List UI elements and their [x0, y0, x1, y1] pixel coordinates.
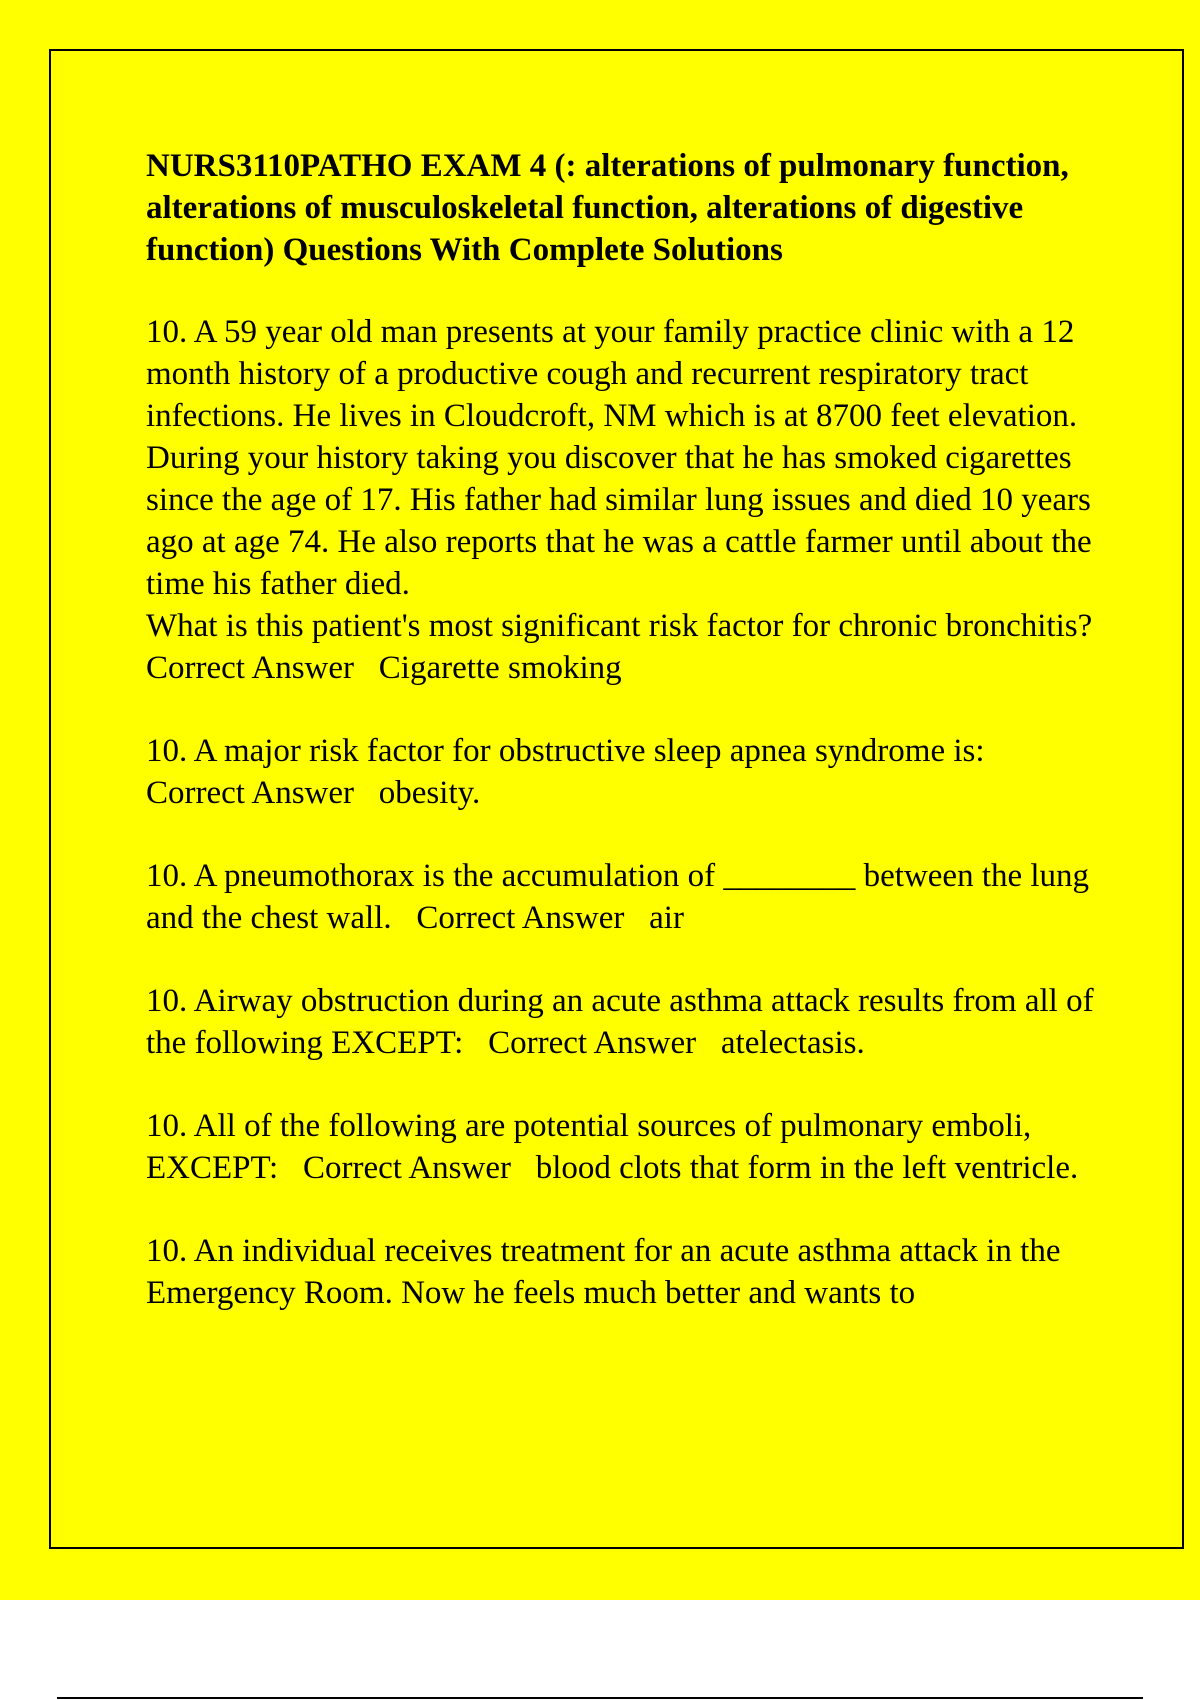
question-text: 10. A pneumothorax is the accumulation of ________ between the lung and the chest wall. [146, 858, 1098, 936]
question-text: 10. Airway obstruction during an acute asthma attack results from all of the following EXCEPT: [146, 983, 1102, 1061]
answer-text: atelectasis. [720, 1025, 865, 1061]
question-text: 10. An individual receives treatment for an acute asthma attack in the Emergency Room. Now he feels much better and wants to [146, 1233, 1069, 1311]
answer-text: Cigarette smoking [378, 650, 622, 686]
question-text: 10. A major risk factor for obstructive sleep apnea syndrome is: [146, 733, 985, 769]
question-text: 10. A 59 year old man presents at your family practice clinic with a 12 month history of a productive cough and recurrent respiratory tract infections. He lives in Cloudcroft, NM which is at 8700 feet elevation. During your history taking you discover that he has smoked cigarettes since the age of 17. His father had similar lung issues and died 10 years ago at age 74. He also reports that he was a cattle farmer until about the time his father died. What is this patient's most significant risk factor for chronic bronchitis? [146, 314, 1093, 644]
qa-item [146, 855, 1096, 939]
document-body [146, 145, 1102, 1355]
answer-label: Correct Answer [302, 1150, 511, 1186]
question-text: 10. All of the following are potential sources of pulmonary emboli, EXCEPT: [146, 1108, 1040, 1186]
qa-item [146, 730, 1096, 814]
footer-rule [57, 1697, 1143, 1699]
qa-item [146, 1105, 1096, 1189]
answer-label: Correct Answer [416, 900, 625, 936]
answer-label: Correct Answer [488, 1025, 697, 1061]
answer-text: obesity. [378, 775, 481, 811]
answer-text: air [649, 900, 684, 936]
qa-item [146, 311, 1096, 689]
qa-item [146, 1230, 1096, 1314]
answer-text: blood clots that form in the left ventricle. [535, 1150, 1079, 1186]
answer-label: Correct Answer [146, 775, 355, 811]
document-title: NURS3110PATHO EXAM 4 (: alterations of pulmonary function, alterations of musculoskeletal function, alterations of digestive function) Questions With Complete Solutions [146, 148, 1069, 268]
qa-item [146, 980, 1102, 1064]
answer-label: Correct Answer [146, 650, 355, 686]
